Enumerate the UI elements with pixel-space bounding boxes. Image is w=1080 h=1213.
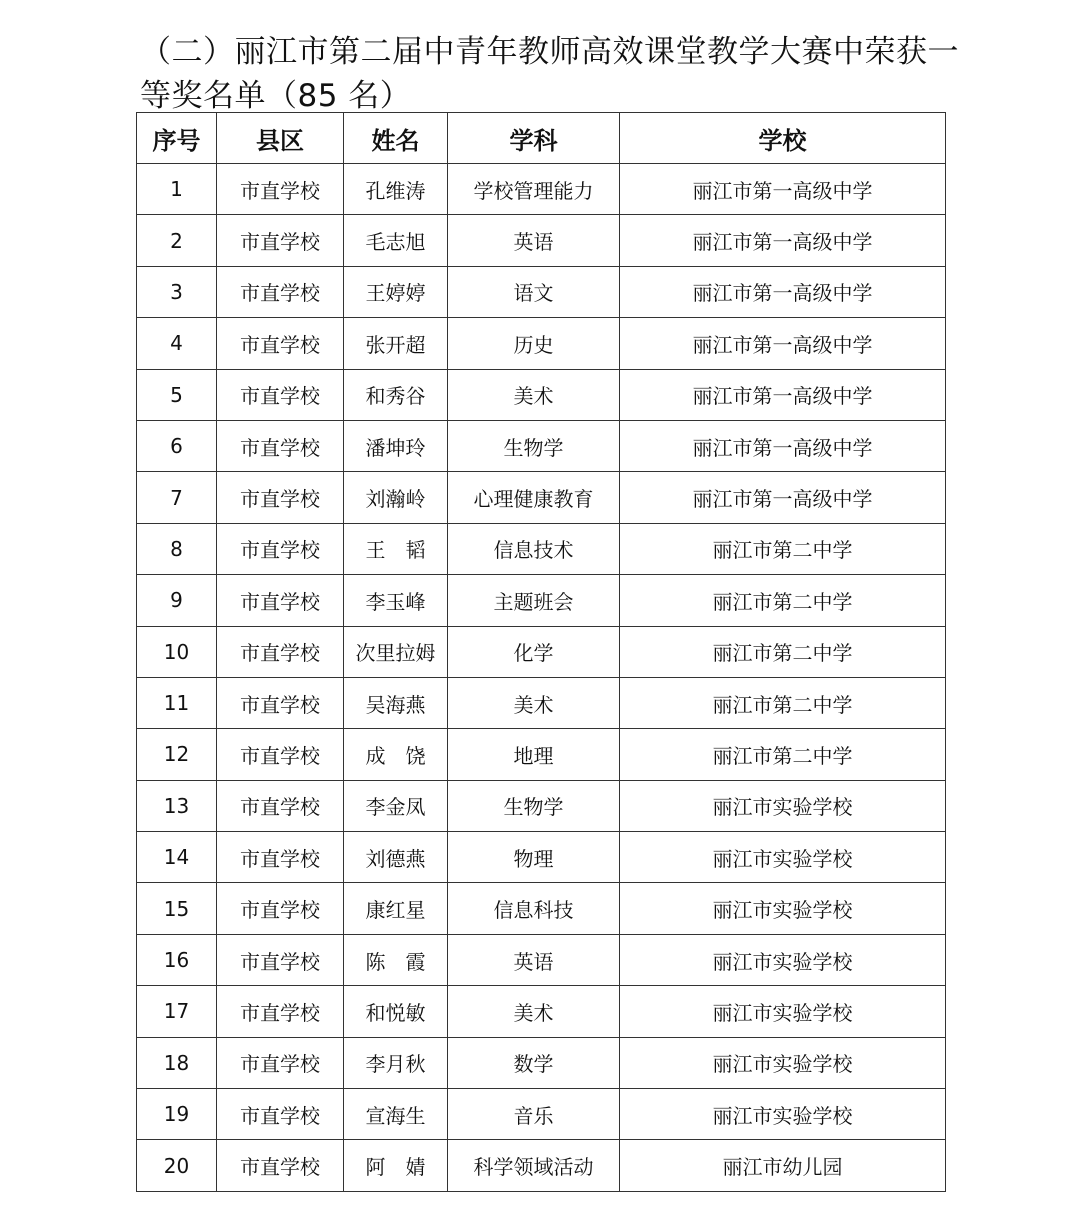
table-row <box>137 369 946 420</box>
cell-no: 4 <box>137 318 217 369</box>
cell-county: 市直学校 <box>217 1089 344 1140</box>
cell-no: 12 <box>137 729 217 780</box>
cell-no: 18 <box>137 1037 217 1088</box>
cell-county: 市直学校 <box>217 729 344 780</box>
table-row <box>137 934 946 985</box>
cell-subject: 主题班会 <box>448 575 620 626</box>
table-row <box>137 215 946 266</box>
cell-subject: 地理 <box>448 729 620 780</box>
cell-school: 丽江市实验学校 <box>620 1037 946 1088</box>
table-row <box>137 1089 946 1140</box>
cell-name: 张开超 <box>344 318 448 369</box>
cell-no: 16 <box>137 934 217 985</box>
cell-subject: 信息科技 <box>448 883 620 934</box>
cell-school: 丽江市实验学校 <box>620 934 946 985</box>
header-subject: 学科 <box>448 113 620 164</box>
cell-school: 丽江市第二中学 <box>620 523 946 574</box>
cell-subject: 物理 <box>448 832 620 883</box>
cell-county: 市直学校 <box>217 1140 344 1191</box>
cell-name: 阿 婧 <box>344 1140 448 1191</box>
table-row <box>137 677 946 728</box>
cell-county: 市直学校 <box>217 883 344 934</box>
cell-no: 9 <box>137 575 217 626</box>
cell-subject: 信息技术 <box>448 523 620 574</box>
cell-school: 丽江市实验学校 <box>620 986 946 1037</box>
cell-subject: 美术 <box>448 677 620 728</box>
cell-school: 丽江市第二中学 <box>620 575 946 626</box>
table-body <box>137 164 946 1192</box>
cell-school: 丽江市第一高级中学 <box>620 215 946 266</box>
header-county: 县区 <box>217 113 344 164</box>
table-header-row <box>137 113 946 164</box>
cell-name: 李月秋 <box>344 1037 448 1088</box>
cell-county: 市直学校 <box>217 832 344 883</box>
cell-no: 3 <box>137 266 217 317</box>
cell-county: 市直学校 <box>217 420 344 471</box>
cell-subject: 音乐 <box>448 1089 620 1140</box>
table-row <box>137 164 946 215</box>
cell-school: 丽江市第一高级中学 <box>620 266 946 317</box>
cell-county: 市直学校 <box>217 523 344 574</box>
cell-subject: 生物学 <box>448 780 620 831</box>
cell-no: 1 <box>137 164 217 215</box>
cell-name: 和秀谷 <box>344 369 448 420</box>
table-row <box>137 780 946 831</box>
cell-no: 10 <box>137 626 217 677</box>
cell-school: 丽江市实验学校 <box>620 883 946 934</box>
cell-subject: 语文 <box>448 266 620 317</box>
cell-subject: 历史 <box>448 318 620 369</box>
cell-name: 成 饶 <box>344 729 448 780</box>
table-row <box>137 832 946 883</box>
cell-no: 13 <box>137 780 217 831</box>
cell-subject: 数学 <box>448 1037 620 1088</box>
table-row <box>137 575 946 626</box>
cell-county: 市直学校 <box>217 266 344 317</box>
cell-school: 丽江市第二中学 <box>620 677 946 728</box>
cell-no: 2 <box>137 215 217 266</box>
cell-subject: 英语 <box>448 934 620 985</box>
table-row <box>137 1140 946 1191</box>
cell-no: 11 <box>137 677 217 728</box>
cell-county: 市直学校 <box>217 1037 344 1088</box>
cell-subject: 生物学 <box>448 420 620 471</box>
cell-name: 和悦敏 <box>344 986 448 1037</box>
cell-name: 刘德燕 <box>344 832 448 883</box>
cell-school: 丽江市第二中学 <box>620 729 946 780</box>
cell-school: 丽江市第一高级中学 <box>620 369 946 420</box>
table-row <box>137 420 946 471</box>
table-row <box>137 729 946 780</box>
cell-county: 市直学校 <box>217 934 344 985</box>
cell-school: 丽江市第一高级中学 <box>620 318 946 369</box>
cell-no: 19 <box>137 1089 217 1140</box>
cell-no: 7 <box>137 472 217 523</box>
table-row <box>137 986 946 1037</box>
table-row <box>137 318 946 369</box>
cell-name: 宣海生 <box>344 1089 448 1140</box>
cell-subject: 化学 <box>448 626 620 677</box>
cell-county: 市直学校 <box>217 986 344 1037</box>
cell-subject: 学校管理能力 <box>448 164 620 215</box>
cell-school: 丽江市实验学校 <box>620 1089 946 1140</box>
cell-school: 丽江市幼儿园 <box>620 1140 946 1191</box>
cell-county: 市直学校 <box>217 677 344 728</box>
cell-subject: 美术 <box>448 986 620 1037</box>
table-row <box>137 1037 946 1088</box>
cell-name: 潘坤玲 <box>344 420 448 471</box>
cell-name: 孔维涛 <box>344 164 448 215</box>
cell-name: 李玉峰 <box>344 575 448 626</box>
cell-name: 王婷婷 <box>344 266 448 317</box>
cell-subject: 科学领域活动 <box>448 1140 620 1191</box>
cell-school: 丽江市第一高级中学 <box>620 420 946 471</box>
cell-no: 17 <box>137 986 217 1037</box>
header-name: 姓名 <box>344 113 448 164</box>
cell-county: 市直学校 <box>217 472 344 523</box>
cell-school: 丽江市实验学校 <box>620 832 946 883</box>
cell-name: 次里拉姆 <box>344 626 448 677</box>
cell-county: 市直学校 <box>217 318 344 369</box>
cell-name: 王 韬 <box>344 523 448 574</box>
table-row <box>137 883 946 934</box>
cell-no: 5 <box>137 369 217 420</box>
cell-school: 丽江市实验学校 <box>620 780 946 831</box>
header-school: 学校 <box>620 113 946 164</box>
cell-county: 市直学校 <box>217 626 344 677</box>
cell-name: 康红星 <box>344 883 448 934</box>
cell-county: 市直学校 <box>217 215 344 266</box>
table-row <box>137 523 946 574</box>
header-no: 序号 <box>137 113 217 164</box>
document-title: （二）丽江市第二届中青年教师高效课堂教学大赛中荣获一等奖名单（85 名） <box>140 34 959 114</box>
cell-no: 20 <box>137 1140 217 1191</box>
table-row <box>137 472 946 523</box>
cell-no: 14 <box>137 832 217 883</box>
cell-county: 市直学校 <box>217 575 344 626</box>
table-row <box>137 626 946 677</box>
cell-name: 陈 霞 <box>344 934 448 985</box>
cell-name: 毛志旭 <box>344 215 448 266</box>
cell-subject: 心理健康教育 <box>448 472 620 523</box>
cell-name: 李金凤 <box>344 780 448 831</box>
cell-no: 6 <box>137 420 217 471</box>
cell-no: 15 <box>137 883 217 934</box>
cell-school: 丽江市第一高级中学 <box>620 164 946 215</box>
cell-county: 市直学校 <box>217 369 344 420</box>
cell-county: 市直学校 <box>217 780 344 831</box>
table-row <box>137 266 946 317</box>
cell-name: 吴海燕 <box>344 677 448 728</box>
cell-name: 刘瀚岭 <box>344 472 448 523</box>
cell-subject: 美术 <box>448 369 620 420</box>
cell-county: 市直学校 <box>217 164 344 215</box>
cell-school: 丽江市第二中学 <box>620 626 946 677</box>
cell-school: 丽江市第一高级中学 <box>620 472 946 523</box>
cell-subject: 英语 <box>448 215 620 266</box>
cell-no: 8 <box>137 523 217 574</box>
award-list-table <box>136 112 946 1192</box>
